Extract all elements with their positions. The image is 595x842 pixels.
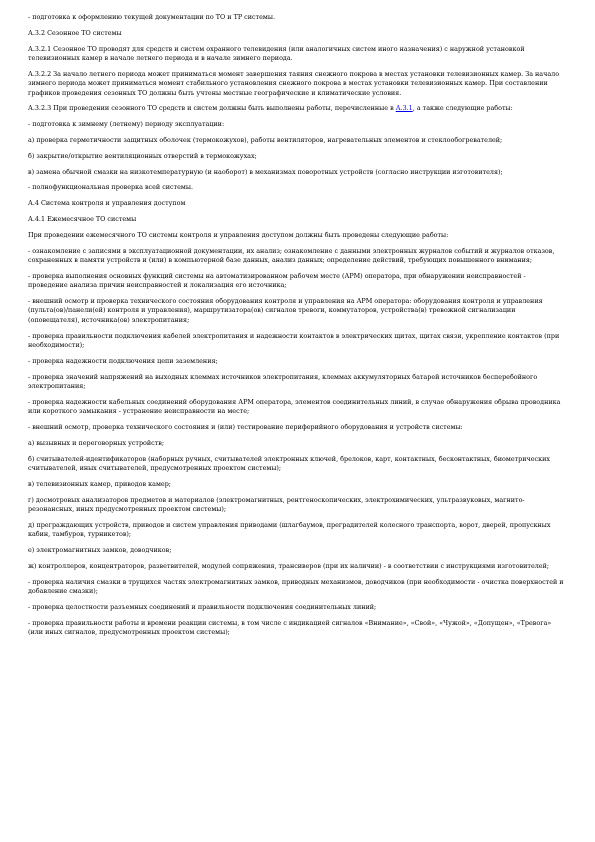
paragraph-a-3-2-3-text-before: А.3.2.3 При проведении сезонного ТО средств и систем должны быть выполнены работы, перечисленные в xyxy=(28,104,394,113)
list-item-g-analyzers: г) досмотровых анализаторов предметов и материалов (электромагнитных, рентгеноскопических, электрохимических, ультразвуковых, магнито-резонансных, иных предусмотренных проектом системы); xyxy=(28,495,525,513)
paragraph-arm-functions: - проверка выполнения основных функций системы на автоматизированном рабочем месте (АРМ) оператора, при обнаружении неисправностей - проведение анализа причин неисправностей и локализация его источника; xyxy=(28,271,526,290)
paragraph-arm-inspection: - внешний осмотр и проверка технического состояния оборудования контроля и управления на АРМ оператора: оборудования контроля и управления (пульта(ов)/панели(ей) контроля и управления), маршрутизатора(ов) сигналов тревоги, коммутаторов, устройства(в) тревожной сигнализации (оповещателя), источника(ов) электропитания; xyxy=(28,296,543,324)
paragraph-grounding: - проверка надежности подключения цепи заземления; xyxy=(28,356,218,365)
list-item-b-readers: б) считывателей-идентификаторов (наборных ручных, считывателей электронных ключей, брелоков, карт, контактных, бесконтактных, биометрических считывателей, иных считывателей, предусмотренных проектом системы); xyxy=(28,454,550,472)
paragraph-a-3-2-2: А.3.2.2 За начало летнего периода может приниматься момент завершения таяния снежного покрова в местах установки телевизионных камер. За начало зимнего периода может приниматься момент стабильного установления снежного покрова в местах установки телевизионных камер. При составлении графиков проведения сезонных ТО должны быть учтены местные географические и климатические условия. xyxy=(28,69,560,97)
list-item-e-locks: е) электромагнитных замков, доводчиков; xyxy=(28,546,172,554)
list-item-a-hermetic-check: а) проверка герметичности защитных оболочек (термокожухов), работы вентиляторов, нагревательных элементов и стеклообогревателей; xyxy=(28,136,503,144)
paragraph-winter-prep: - подготовка к зимнему (летнему) периоду эксплуатации: xyxy=(28,120,225,129)
paragraph-journal-review: - ознакомление с записями в эксплуатационной документации, их анализ; ознакомление с данными электронных журналов событий и журналов отказов, сохраненных в памяти устройств и (или) в компьютерной базе данных, анализ данных; определение действий, требующих повышенного внимания; xyxy=(28,246,555,264)
paragraph-prep-documentation: - подготовка к оформлению текущей документации по ТО и ТР системы. xyxy=(28,13,276,21)
link-a-3-1[interactable]: А.3.1 xyxy=(395,104,413,113)
list-item-v-cameras: в) телевизионных камер, приводов камер; xyxy=(28,479,171,488)
list-item-a-intercoms: а) вызывных и переговорных устройств; xyxy=(28,438,165,447)
paragraph-connectors: - проверка целостности разъемных соединений и правильности подключения соединительных линий; xyxy=(28,602,377,611)
paragraph-a-3-2-3-text-after: , а также следующие работы: xyxy=(412,104,513,113)
paragraph-monthly-intro: При проведении ежемесячного ТО системы контроля и управления доступом должны быть проведены следующие работы: xyxy=(28,230,449,239)
heading-a-3-2: А.3.2 Сезонное ТО системы xyxy=(28,28,122,37)
heading-a-4: А.4 Система контроля и управления доступом xyxy=(28,199,186,208)
paragraph-cable-connections: - проверка надежности кабельных соединений оборудования АРМ оператора, элементов соединительных линий, в случае обнаружения обрыва проводника или короткого замыкания - устранение неисправности на месте; xyxy=(28,397,561,416)
paragraph-reaction-time: - проверка правильности работы и времени реакции системы, в том числе с индикацией сигналов «Внимание», «Свой», «Чужой», «Допущен», «Тревога» (или иных сигналов, предусмотренных проектом системы); xyxy=(28,618,552,636)
paragraph-peripheral-check: - внешний осмотр, проверка технического состояния и (или) тестирование периферийного оборудования и устройств системы: xyxy=(28,423,463,431)
paragraph-power-cables: - проверка правильности подключения кабелей электропитания и надежности контактов в электрических щитах, щитах связи, укрепление контактов (при необходимости); xyxy=(28,331,560,349)
heading-a-4-1: А.4.1 Ежемесячное ТО системы xyxy=(28,214,137,223)
list-item-b-vents: б) закрытие/открытие вентиляционных отверстий в термокожухах; xyxy=(28,151,257,160)
paragraph-a-3-2-1: А.3.2.1 Сезонное ТО проводят для средств и систем охранного телевидения (или аналогичных систем иного назначения) с наружной установкой телевизионных камер в начале летнего периода и в начале зимнего периода. xyxy=(28,44,525,62)
paragraph-a-3-2-3 xyxy=(28,104,567,113)
paragraph-lubrication: - проверка наличия смазки в трущихся частях электромагнитных замков, приводных механизмов, доводчиков (при необходимости - очистка поверхностей и добавление смазки); xyxy=(28,577,564,595)
paragraph-voltage-check: - проверка значений напряжений на выходных клеммах источников электропитания, клеммах аккумуляторных батарей источников бесперебойного электропитания; xyxy=(28,372,538,390)
paragraph-full-check: - полнофункциональная проверка всей системы. xyxy=(28,183,194,192)
list-item-d-barriers: д) преграждающих устройств, приводов и систем управления приводами (шлагбаумов, преградителей колесного транспорта, ворот, дверей, пропускных кабин, тамбуров, турникетов); xyxy=(28,520,551,539)
list-item-v-lubricant: в) замена обычной смазки на низкотемпературную (и наоборот) в механизмах поворотных устройств (согласно инструкции изготовителя); xyxy=(28,167,503,176)
list-item-zh-controllers: ж) контроллеров, концентраторов, разветвителей, модулей сопряжения, трансиверов (при их наличии) - в соответствии с инструкциями изготовителей; xyxy=(28,561,549,570)
